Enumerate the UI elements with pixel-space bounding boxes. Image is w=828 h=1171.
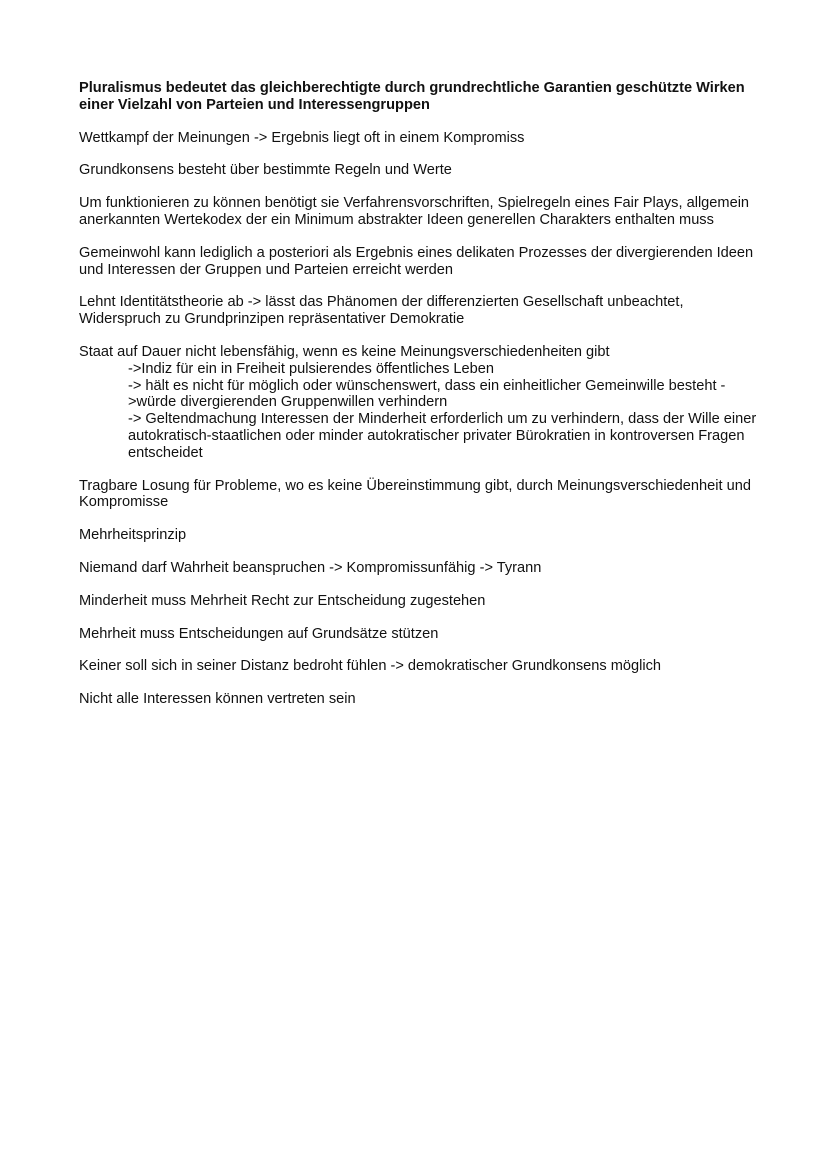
- paragraph-wahrheit: Niemand darf Wahrheit beanspruchen -> Kompromissunfähig -> Tyrann: [79, 559, 542, 576]
- staat-intro: Staat auf Dauer nicht lebensfähig, wenn es keine Meinungsverschiedenheiten gibt: [79, 343, 610, 360]
- staat-point: -> Geltendmachung Interessen der Minderheit erforderlich um zu verhindern, dass der Wille einer autokratisch-staatlichen oder minder autokratischer privater Bürokratien in kontroversen Fragen entscheidet: [128, 411, 757, 461]
- paragraph-grundsaetze: Mehrheit muss Entscheidungen auf Grundsätze stützen: [79, 625, 439, 642]
- paragraph-funktionieren: Um funktionieren zu können benötigt sie Verfahrensvorschriften, Spielregeln eines Fair Plays, allgemein anerkannten Wertekodex der ein Minimum abstrakter Ideen generellen Charakters enthalten muss: [79, 195, 750, 228]
- paragraph-tragbare-loesung: Tragbare Losung für Probleme, wo es keine Übereinstimmung gibt, durch Meinungsverschiedenheit und Kompromisse: [79, 477, 751, 511]
- paragraph-identitaetstheorie: Lehnt Identitätstheorie ab -> lässt das Phänomen der differenzierten Gesellschaft unbeachtet, Widerspruch zu Grundprinzipen repräsentativer Demokratie: [79, 294, 684, 328]
- paragraph-gemeinwohl: Gemeinwohl kann lediglich a posteriori als Ergebnis eines delikaten Prozesses der divergierenden Ideen und Interessen der Gruppen und Parteien erreicht werden: [79, 244, 754, 278]
- staat-point: ->Indiz für ein in Freiheit pulsierendes öffentliches Leben: [128, 360, 495, 377]
- paragraph-mehrheitsprinzip: Mehrheitsprinzip: [79, 527, 187, 544]
- staat-points: [79, 361, 759, 462]
- paragraph-distanz: Keiner soll sich in seiner Distanz bedroht fühlen -> demokratischer Grundkonsens möglich: [79, 658, 662, 675]
- paragraph-interessen: Nicht alle Interessen können vertreten sein: [79, 691, 356, 708]
- paragraph-staat: [79, 344, 759, 462]
- paragraph-wettkampf: Wettkampf der Meinungen -> Ergebnis liegt oft in einem Kompromiss: [79, 129, 525, 146]
- document-page: [79, 80, 759, 724]
- paragraph-minderheit: Minderheit muss Mehrheit Recht zur Entscheidung zugestehen: [79, 592, 486, 609]
- staat-point: -> hält es nicht für möglich oder wünschenswert, dass ein einheitlicher Gemeinwille besteht ->würde divergierenden Gruppenwillen verhindern: [128, 377, 726, 411]
- paragraph-grundkonsens: Grundkonsens besteht über bestimmte Regeln und Werte: [79, 162, 452, 179]
- document-title: Pluralismus bedeutet das gleichberechtigte durch grundrechtliche Garantien geschützte Wirken einer Vielzahl von Parteien und Interessengruppen: [79, 80, 745, 113]
